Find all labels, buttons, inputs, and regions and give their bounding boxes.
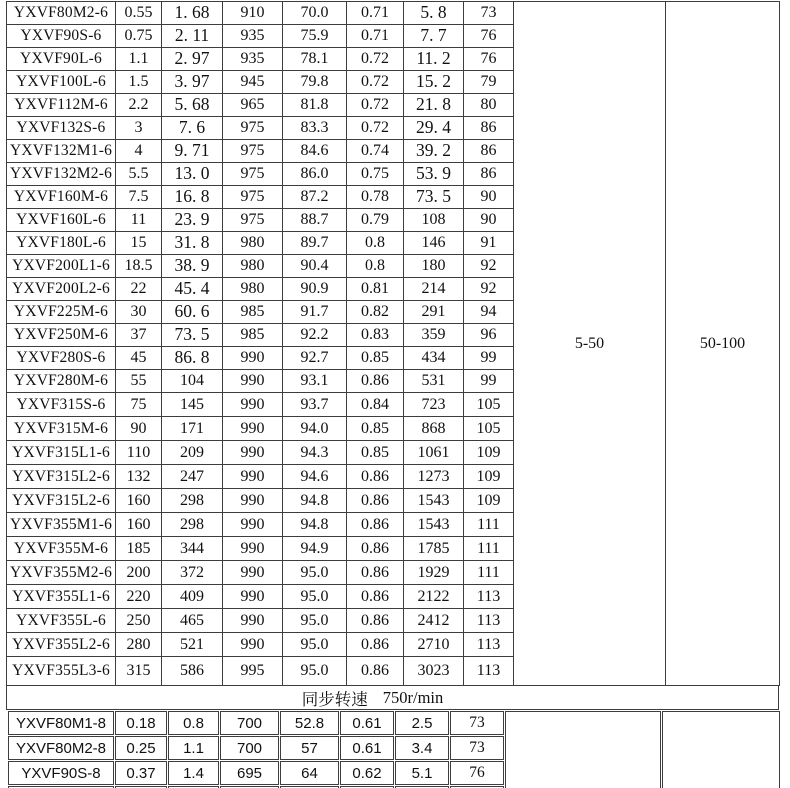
cell-torque-nm: 53. 9 [404,163,464,186]
cell-power-kw: 37 [116,324,162,347]
cell-power-kw: 55 [116,370,162,393]
cell-power-factor: 0.86 [347,609,404,633]
cell-torque-nm: 2710 [404,633,464,657]
cell-model: YXVF80M2-8 [8,736,114,760]
cell-torque-nm: 723 [404,393,464,417]
cell-torque-nm: 1929 [404,561,464,585]
cell-efficiency-pct: 86.0 [283,163,347,186]
cell-torque-nm: 1061 [404,441,464,465]
cell-power-factor: 0.8 [347,255,404,278]
cell-speed-rpm: 910 [223,2,283,25]
cell-model: YXVF180L-6 [7,232,116,255]
range-cell-1: 5-50 [514,2,666,686]
cell-noise-db: 76 [464,48,514,71]
cell-power-factor: 0.61 [340,736,394,760]
cell-current-a: 23. 9 [162,209,223,232]
cell-speed-rpm: 990 [223,393,283,417]
cell-current-a: 0.8 [168,711,219,735]
cell-speed-rpm: 975 [223,117,283,140]
cell-current-a: 45. 4 [162,278,223,301]
cell-torque-nm: 1273 [404,465,464,489]
cell-torque-nm: 434 [404,347,464,370]
cell-model: YXVF315L2-6 [7,465,116,489]
cell-model: YXVF355M1-6 [7,513,116,537]
cell-model: YXVF80M2-6 [7,2,116,25]
cell-current-a: 1.1 [168,736,219,760]
cell-noise-db: 109 [464,489,514,513]
cell-model: YXVF355M2-6 [7,561,116,585]
cell-torque-nm: 108 [404,209,464,232]
cell-efficiency-pct: 78.1 [283,48,347,71]
cell-noise-db: 113 [464,585,514,609]
cell-torque-nm: 29. 4 [404,117,464,140]
cell-power-kw: 0.25 [115,736,167,760]
cell-model: YXVF315L1-6 [7,441,116,465]
cell-current-a: 5. 68 [162,94,223,117]
cell-noise-db: 99 [464,347,514,370]
cell-torque-nm: 2122 [404,585,464,609]
cell-efficiency-pct: 95.0 [283,657,347,686]
cell-noise-db: 99 [464,370,514,393]
cell-power-kw: 132 [116,465,162,489]
cell-torque-nm: 531 [404,370,464,393]
cell-power-kw: 315 [116,657,162,686]
cell-efficiency-pct: 57 [280,736,339,760]
cell-efficiency-pct: 79.8 [283,71,347,94]
cell-noise-db: 105 [464,393,514,417]
cell-current-a: 13. 0 [162,163,223,186]
cell-speed-rpm: 990 [223,561,283,585]
cell-torque-nm: 3023 [404,657,464,686]
cell-torque-nm: 2.5 [395,711,449,735]
cell-power-kw: 160 [116,489,162,513]
cell-speed-rpm: 945 [223,71,283,94]
cell-noise-db: 92 [464,278,514,301]
cell-efficiency-pct: 95.0 [283,585,347,609]
cell-speed-rpm: 700 [220,711,279,735]
cell-efficiency-pct: 88.7 [283,209,347,232]
cell-torque-nm: 1543 [404,489,464,513]
cell-current-a: 372 [162,561,223,585]
cell-power-kw: 18.5 [116,255,162,278]
cell-power-factor: 0.86 [347,537,404,561]
cell-current-a: 298 [162,489,223,513]
cell-model: YXVF315S-6 [7,393,116,417]
cell-current-a: 3. 97 [162,71,223,94]
cell-speed-rpm: 990 [223,633,283,657]
cell-torque-nm: 39. 2 [404,140,464,163]
range-cell-2-empty [662,711,780,788]
cell-speed-rpm: 975 [223,163,283,186]
cell-power-factor: 0.86 [347,585,404,609]
cell-model: YXVF200L2-6 [7,278,116,301]
cell-model: YXVF250M-6 [7,324,116,347]
cell-power-kw: 7.5 [116,186,162,209]
cell-speed-rpm: 990 [223,489,283,513]
cell-power-kw: 22 [116,278,162,301]
sync-speed-label: 同步转速 [301,689,368,709]
cell-model: YXVF315M-6 [7,417,116,441]
cell-torque-nm: 11. 2 [404,48,464,71]
cell-power-factor: 0.82 [347,301,404,324]
cell-current-a: 38. 9 [162,255,223,278]
cell-speed-rpm: 980 [223,255,283,278]
cell-noise-db: 111 [464,561,514,585]
cell-power-kw: 15 [116,232,162,255]
cell-noise-db: 73 [464,2,514,25]
cell-power-factor: 0.72 [347,117,404,140]
cell-power-factor: 0.62 [340,761,394,785]
cell-power-kw: 3 [116,117,162,140]
table-row [8,711,780,735]
cell-current-a: 145 [162,393,223,417]
cell-current-a: 2. 11 [162,25,223,48]
cell-model: YXVF280S-6 [7,347,116,370]
cell-noise-db: 76 [450,761,504,785]
cell-efficiency-pct: 94.0 [283,417,347,441]
cell-model: YXVF355L1-6 [7,585,116,609]
cell-current-a: 586 [162,657,223,686]
cell-power-kw: 4 [116,140,162,163]
cell-noise-db: 113 [464,609,514,633]
cell-torque-nm: 2412 [404,609,464,633]
cell-power-factor: 0.86 [347,465,404,489]
cell-model: YXVF90S-8 [8,761,114,785]
cell-efficiency-pct: 52.8 [280,711,339,735]
cell-current-a: 9. 71 [162,140,223,163]
cell-efficiency-pct: 92.7 [283,347,347,370]
cell-speed-rpm: 990 [223,417,283,441]
cell-torque-nm: 7. 7 [404,25,464,48]
cell-current-a: 171 [162,417,223,441]
cell-speed-rpm: 990 [223,513,283,537]
cell-speed-rpm: 990 [223,370,283,393]
cell-speed-rpm: 985 [223,324,283,347]
cell-efficiency-pct: 95.0 [283,561,347,585]
cell-speed-rpm: 975 [223,209,283,232]
cell-speed-rpm: 965 [223,94,283,117]
cell-model: YXVF160L-6 [7,209,116,232]
cell-efficiency-pct: 94.8 [283,513,347,537]
cell-model: YXVF355L2-6 [7,633,116,657]
cell-power-kw: 220 [116,585,162,609]
cell-efficiency-pct: 94.3 [283,441,347,465]
cell-speed-rpm: 975 [223,140,283,163]
cell-torque-nm: 5. 8 [404,2,464,25]
cell-noise-db: 96 [464,324,514,347]
cell-efficiency-pct: 94.8 [283,489,347,513]
cell-current-a: 247 [162,465,223,489]
cell-efficiency-pct: 89.7 [283,232,347,255]
cell-power-kw: 1.1 [116,48,162,71]
cell-power-factor: 0.86 [347,657,404,686]
cell-noise-db: 73 [450,736,504,760]
cell-power-kw: 280 [116,633,162,657]
cell-model: YXVF160M-6 [7,186,116,209]
cell-power-kw: 75 [116,393,162,417]
cell-noise-db: 90 [464,186,514,209]
cell-current-a: 209 [162,441,223,465]
cell-power-factor: 0.85 [347,347,404,370]
cell-power-kw: 160 [116,513,162,537]
cell-efficiency-pct: 70.0 [283,2,347,25]
motor-table-6pole [6,1,780,686]
cell-model: YXVF112M-6 [7,94,116,117]
cell-speed-rpm: 990 [223,441,283,465]
cell-power-kw: 185 [116,537,162,561]
cell-torque-nm: 359 [404,324,464,347]
cell-power-factor: 0.72 [347,71,404,94]
cell-model: YXVF90S-6 [7,25,116,48]
cell-efficiency-pct: 90.9 [283,278,347,301]
cell-speed-rpm: 980 [223,232,283,255]
cell-power-factor: 0.72 [347,94,404,117]
cell-current-a: 7. 6 [162,117,223,140]
cell-power-kw: 1.5 [116,71,162,94]
cell-noise-db: 109 [464,441,514,465]
cell-noise-db: 92 [464,255,514,278]
cell-efficiency-pct: 95.0 [283,633,347,657]
cell-current-a: 60. 6 [162,301,223,324]
cell-current-a: 1.4 [168,761,219,785]
cell-power-factor: 0.83 [347,324,404,347]
cell-noise-db: 111 [464,513,514,537]
cell-power-kw: 90 [116,417,162,441]
cell-model: YXVF200L1-6 [7,255,116,278]
cell-torque-nm: 3.4 [395,736,449,760]
cell-efficiency-pct: 92.2 [283,324,347,347]
cell-speed-rpm: 990 [223,465,283,489]
cell-power-factor: 0.86 [347,489,404,513]
cell-speed-rpm: 975 [223,186,283,209]
cell-model: YXVF355L3-6 [7,657,116,686]
cell-torque-nm: 1785 [404,537,464,561]
cell-power-factor: 0.86 [347,370,404,393]
range-cell-1-empty [505,711,661,788]
cell-current-a: 298 [162,513,223,537]
cell-current-a: 409 [162,585,223,609]
cell-model: YXVF225M-6 [7,301,116,324]
cell-power-factor: 0.74 [347,140,404,163]
cell-power-kw: 200 [116,561,162,585]
cell-torque-nm: 291 [404,301,464,324]
cell-power-kw: 30 [116,301,162,324]
cell-noise-db: 79 [464,71,514,94]
cell-power-kw: 0.37 [115,761,167,785]
sync-speed-value: 750r/min [382,687,444,707]
cell-efficiency-pct: 83.3 [283,117,347,140]
cell-model: YXVF90L-6 [7,48,116,71]
cell-efficiency-pct: 90.4 [283,255,347,278]
cell-noise-db: 73 [450,711,504,735]
cell-speed-rpm: 990 [223,347,283,370]
cell-power-factor: 0.61 [340,711,394,735]
cell-power-kw: 110 [116,441,162,465]
cell-speed-rpm: 935 [223,25,283,48]
cell-current-a: 465 [162,609,223,633]
cell-noise-db: 113 [464,657,514,686]
cell-efficiency-pct: 75.9 [283,25,347,48]
cell-current-a: 31. 8 [162,232,223,255]
cell-current-a: 16. 8 [162,186,223,209]
cell-speed-rpm: 990 [223,537,283,561]
cell-current-a: 2. 97 [162,48,223,71]
cell-current-a: 344 [162,537,223,561]
cell-current-a: 521 [162,633,223,657]
cell-power-factor: 0.85 [347,441,404,465]
cell-speed-rpm: 985 [223,301,283,324]
cell-speed-rpm: 935 [223,48,283,71]
cell-torque-nm: 1543 [404,513,464,537]
cell-noise-db: 86 [464,140,514,163]
cell-efficiency-pct: 93.7 [283,393,347,417]
cell-model: YXVF132S-6 [7,117,116,140]
cell-model: YXVF355M-6 [7,537,116,561]
cell-noise-db: 91 [464,232,514,255]
cell-power-kw: 0.18 [115,711,167,735]
cell-efficiency-pct: 94.9 [283,537,347,561]
cell-torque-nm: 868 [404,417,464,441]
cell-efficiency-pct: 81.8 [283,94,347,117]
cell-speed-rpm: 695 [220,761,279,785]
cell-efficiency-pct: 93.1 [283,370,347,393]
cell-efficiency-pct: 95.0 [283,609,347,633]
cell-power-factor: 0.71 [347,25,404,48]
cell-model: YXVF315L2-6 [7,489,116,513]
motor-table-8pole [7,710,781,788]
cell-power-factor: 0.72 [347,48,404,71]
table-row [7,2,780,25]
cell-power-kw: 2.2 [116,94,162,117]
cell-power-kw: 5.5 [116,163,162,186]
cell-torque-nm: 180 [404,255,464,278]
cell-noise-db: 80 [464,94,514,117]
cell-efficiency-pct: 91.7 [283,301,347,324]
cell-noise-db: 109 [464,465,514,489]
cell-current-a: 1. 68 [162,2,223,25]
cell-efficiency-pct: 94.6 [283,465,347,489]
cell-power-kw: 0.75 [116,25,162,48]
cell-noise-db: 90 [464,209,514,232]
cell-torque-nm: 146 [404,232,464,255]
cell-noise-db: 113 [464,633,514,657]
cell-power-factor: 0.8 [347,232,404,255]
cell-power-factor: 0.86 [347,633,404,657]
cell-current-a: 73. 5 [162,324,223,347]
cell-current-a: 104 [162,370,223,393]
cell-power-factor: 0.84 [347,393,404,417]
cell-speed-rpm: 980 [223,278,283,301]
cell-power-factor: 0.81 [347,278,404,301]
range-cell-2: 50-100 [666,2,780,686]
cell-power-factor: 0.79 [347,209,404,232]
cell-speed-rpm: 700 [220,736,279,760]
cell-power-kw: 0.55 [116,2,162,25]
cell-model: YXVF132M2-6 [7,163,116,186]
cell-speed-rpm: 990 [223,609,283,633]
cell-torque-nm: 21. 8 [404,94,464,117]
cell-noise-db: 111 [464,537,514,561]
cell-power-kw: 45 [116,347,162,370]
cell-power-kw: 250 [116,609,162,633]
cell-power-kw: 11 [116,209,162,232]
sync-speed-row [6,686,779,710]
cell-power-factor: 0.78 [347,186,404,209]
cell-speed-rpm: 990 [223,585,283,609]
cell-noise-db: 94 [464,301,514,324]
cell-torque-nm: 73. 5 [404,186,464,209]
cell-power-factor: 0.86 [347,513,404,537]
cell-current-a: 86. 8 [162,347,223,370]
cell-efficiency-pct: 84.6 [283,140,347,163]
cell-torque-nm: 15. 2 [404,71,464,94]
cell-noise-db: 86 [464,117,514,140]
cell-power-factor: 0.86 [347,561,404,585]
cell-efficiency-pct: 64 [280,761,339,785]
cell-torque-nm: 5.1 [395,761,449,785]
cell-model: YXVF100L-6 [7,71,116,94]
cell-model: YXVF132M1-6 [7,140,116,163]
cell-power-factor: 0.71 [347,2,404,25]
cell-noise-db: 76 [464,25,514,48]
cell-power-factor: 0.75 [347,163,404,186]
cell-power-factor: 0.85 [347,417,404,441]
cell-model: YXVF355L-6 [7,609,116,633]
cell-torque-nm: 214 [404,278,464,301]
cell-speed-rpm: 995 [223,657,283,686]
cell-efficiency-pct: 87.2 [283,186,347,209]
cell-noise-db: 105 [464,417,514,441]
cell-model: YXVF280M-6 [7,370,116,393]
cell-noise-db: 86 [464,163,514,186]
cell-model: YXVF80M1-8 [8,711,114,735]
